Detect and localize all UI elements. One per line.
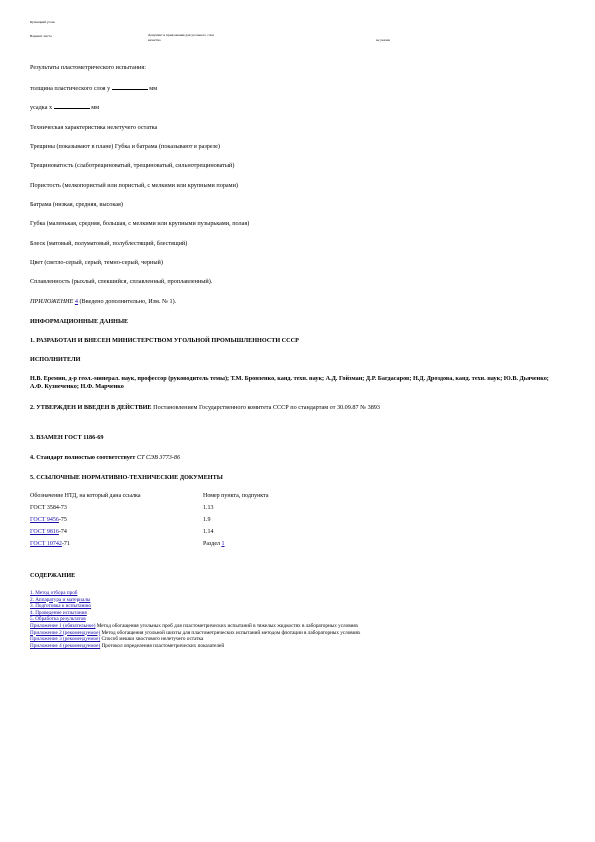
table-cell-doc bbox=[30, 541, 203, 553]
appendix-note bbox=[30, 298, 176, 306]
toc-section-link[interactable]: 3. Подготовка к испытанию bbox=[30, 603, 92, 610]
info-item-1: 1. РАЗРАБОТАН И ВНЕСЕН МИНИСТЕРСТВОМ УГОЛЬНОЙ ПРОМЫШЛЕННОСТИ СССР bbox=[30, 337, 299, 344]
gost-9816-year: -74 bbox=[58, 529, 67, 535]
table-header-cell: Номер пункта, подпункта bbox=[203, 493, 269, 499]
section-label: Раздел bbox=[203, 541, 222, 547]
gost-9456-link[interactable] bbox=[30, 517, 59, 523]
table-row bbox=[30, 529, 269, 541]
gost-10742-code: ГОСТ 10742 bbox=[30, 541, 62, 547]
characteristic-line: Губка (маленькая, средняя, большая, с мелкими или крупными пузырьками, полая) bbox=[30, 220, 250, 227]
table-cell-point: 1.13 bbox=[203, 505, 214, 511]
info-item-4 bbox=[30, 454, 180, 462]
header-left: Вариант листа bbox=[30, 34, 52, 38]
toc-appendix-text: Метод обогащения угольных проб для пластометрических испытаний в тяжелых жидкостях в лабораторных условиях bbox=[96, 622, 359, 629]
toc-appendix-link[interactable]: Приложение 3 (рекомендуемое) bbox=[30, 636, 101, 643]
thickness-line bbox=[30, 84, 157, 93]
table-row bbox=[30, 517, 269, 529]
info-item-4-ref: СТ СЭВ 3773-86 bbox=[136, 454, 181, 461]
characteristic-line: Трещиноватость (слаботрещиноватый, трещиноватый, сильнотрещиноватый) bbox=[30, 162, 235, 169]
toc-appendix-link[interactable]: Приложение 1 (обязательное) bbox=[30, 622, 96, 629]
shrink-label: усадка х bbox=[30, 104, 53, 111]
characteristic-line: Трещины (показывают в плане) Губка и батрама (показывают в разрезе) bbox=[30, 143, 220, 150]
header-center-1: Документ в приложении для угольного слоя bbox=[148, 33, 214, 37]
toc-item bbox=[30, 590, 361, 597]
table-cell-doc bbox=[30, 529, 203, 541]
table-cell-doc bbox=[30, 517, 203, 529]
thickness-label: толщина пластического слоя у bbox=[30, 85, 111, 92]
table-header-row bbox=[30, 493, 269, 505]
toc-appendix-text: Способ мешки хвостового нелетучего остатка bbox=[101, 636, 204, 643]
executors-list: Н.В. Еремин, д-р геол.-минерал. наук, профессор (руководитель темы); Т.М. Бронзенко, канд. техн. наук; А.Д. Гойзман; Д.Р. Багдасаров; Н.Д. Дроздова, канд. техн. наук; Ю.В. Дьяченко; А.Ф. Кузнеченко; Н.Ф. Марченко bbox=[30, 375, 549, 390]
header-center-2: качество bbox=[148, 38, 161, 42]
gost-9816-link[interactable] bbox=[30, 529, 59, 535]
toc-appendix-text: Метод обогащения угольной шихты для пластометрических испытаний методом флотации в лабораторных условиях bbox=[101, 629, 361, 636]
characteristic-line: Батрама (низкая, средняя, высокая) bbox=[30, 201, 123, 208]
gost-10742-year: -71 bbox=[61, 541, 70, 547]
info-item-2-rest: Постановлением Государственного комитета СССР по стандартам от 30.09.87 № 3893 bbox=[153, 404, 380, 411]
toc-section-link[interactable]: 4. Проведение испытания bbox=[30, 609, 87, 616]
characteristics-heading: Техническая характеристика нелетучего остатка bbox=[30, 124, 158, 131]
characteristic-line: Блеск (матовый, полуматовый, полублестящий, блестящий) bbox=[30, 240, 188, 247]
toc-item bbox=[30, 597, 361, 604]
thickness-blank bbox=[112, 84, 148, 90]
table-cell-point: 1.9 bbox=[203, 517, 211, 523]
section-1-link[interactable]: 1 bbox=[221, 541, 225, 547]
toc-section-link[interactable]: 2. Аппаратура и материалы bbox=[30, 596, 91, 603]
executors-heading: ИСПОЛНИТЕЛИ bbox=[30, 356, 81, 363]
toc-item bbox=[30, 636, 361, 643]
toc-list bbox=[30, 590, 361, 649]
info-item-2 bbox=[30, 404, 555, 412]
appendix-prefix: ПРИЛОЖЕНИЕ bbox=[30, 298, 74, 305]
toc-item bbox=[30, 623, 361, 630]
references-table bbox=[30, 493, 269, 553]
gost-9816-code: ГОСТ 9816 bbox=[30, 529, 59, 535]
header-top: Кузнецкий уголь bbox=[30, 20, 55, 24]
table-row bbox=[30, 505, 269, 517]
results-heading: Результаты пластометрического испытания: bbox=[30, 64, 146, 71]
table-header-cell: Обозначение НТД, на который дана ссылка bbox=[30, 493, 141, 499]
appendix-suffix: (Введено дополнительно, Изм. № 1). bbox=[79, 298, 177, 305]
toc-section-link[interactable]: 1. Метод отбора проб bbox=[30, 590, 78, 596]
header-right: не указан bbox=[376, 38, 391, 42]
characteristic-line: Пористость (мелкопористый или пористый, с мелкими или крупными порами) bbox=[30, 182, 238, 189]
gost-10742-link[interactable] bbox=[30, 541, 62, 547]
toc-appendix-link[interactable]: Приложение 2 (рекомендуемое) bbox=[30, 629, 101, 636]
shrink-blank bbox=[54, 103, 90, 109]
info-heading: ИНФОРМАЦИОННЫЕ ДАННЫЕ bbox=[30, 318, 129, 325]
characteristic-line: Сплавленность (рыхлый, спекшийся, сплавленный, проплавленный). bbox=[30, 278, 213, 285]
toc-appendix-text: Протокол определения пластометрических показателей bbox=[101, 642, 225, 649]
shrink-unit: мм bbox=[91, 104, 100, 111]
toc-appendix-link[interactable]: Приложение 4 (рекомендуемое) bbox=[30, 642, 101, 649]
toc-section-link[interactable]: 5. Обработка результатов bbox=[30, 616, 86, 623]
info-item-5: 5. ССЫЛОЧНЫЕ НОРМАТИВНО-ТЕХНИЧЕСКИЕ ДОКУМЕНТЫ bbox=[30, 474, 223, 481]
table-cell-doc: ГОСТ 3584-73 bbox=[30, 505, 67, 511]
gost-9456-code: ГОСТ 9456 bbox=[30, 517, 59, 523]
toc-item bbox=[30, 616, 361, 623]
info-item-4-prefix: 4. Стандарт полностью соответствует bbox=[30, 454, 136, 461]
characteristic-line: Цвет (светло-серый, серый, темно-серый, черный) bbox=[30, 259, 163, 266]
toc-item bbox=[30, 643, 361, 650]
table-cell-point bbox=[203, 541, 269, 553]
info-item-2-bold: 2. УТВЕРЖДЕН И ВВЕДЕН В ДЕЙСТВИЕ bbox=[30, 404, 152, 411]
toc-heading: СОДЕРЖАНИЕ bbox=[30, 572, 76, 579]
toc-item bbox=[30, 603, 361, 610]
shrink-line bbox=[30, 103, 99, 112]
table-row bbox=[30, 541, 269, 553]
thickness-unit: мм bbox=[149, 85, 158, 92]
gost-9456-year: -75 bbox=[58, 517, 67, 523]
info-item-3: 3. ВЗАМЕН ГОСТ 1186-69 bbox=[30, 434, 104, 441]
table-cell-point: 1.14 bbox=[203, 529, 214, 535]
appendix-4-link[interactable]: 4 bbox=[74, 298, 78, 305]
